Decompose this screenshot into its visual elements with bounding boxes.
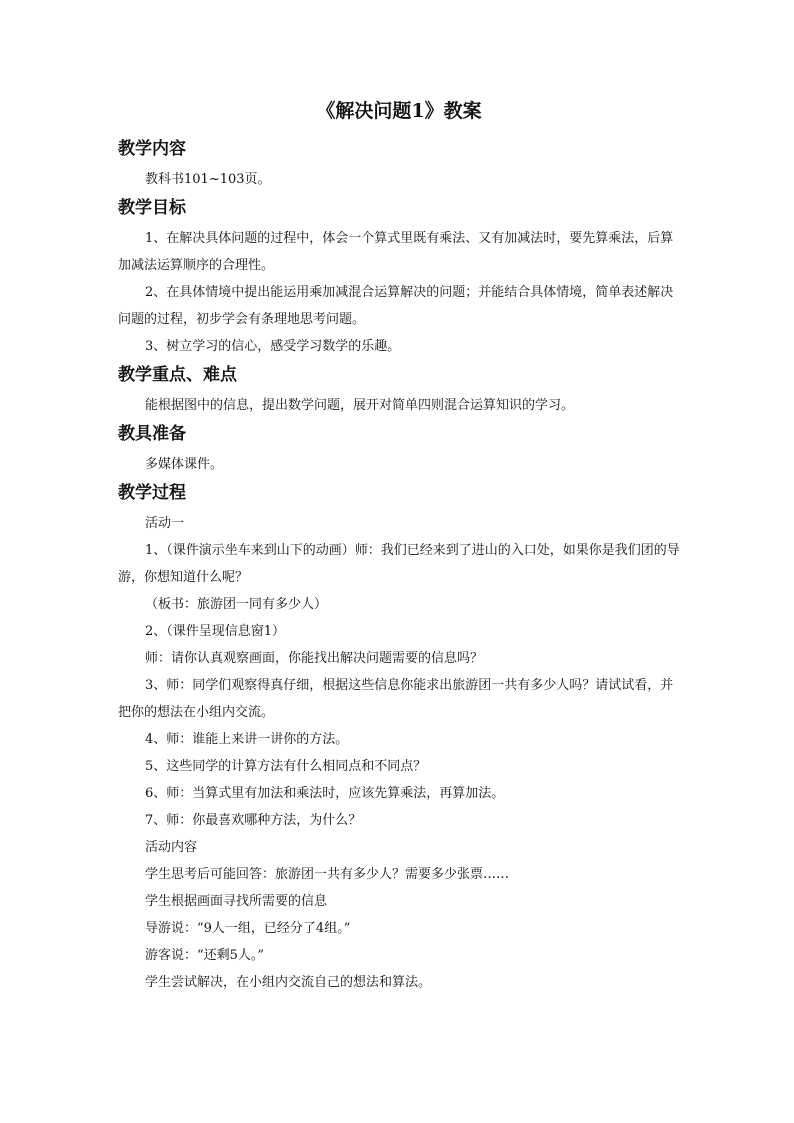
section-heading: 教具准备 [118, 424, 186, 444]
paragraph: 学生思考后可能回答：旅游团一共有多少人？需要多少张票…… [145, 867, 510, 882]
section-teaching-content [118, 136, 680, 193]
paragraph: 活动一 [145, 516, 185, 531]
paragraph: 6、师：当算式里有加法和乘法时，应该先算乘法，再算加法。 [145, 786, 505, 801]
section-teaching-goals [118, 195, 680, 360]
section-key-points [118, 362, 680, 419]
paragraph: 1、在解决具体问题的过程中，体会一个算式里既有乘法、又有加减法时，要先算乘法，后算加减法运算顺序的合理性。 [118, 231, 674, 273]
section-heading: 教学重点、难点 [118, 365, 237, 385]
paragraph: 3、师：同学们观察得真仔细，根据这些信息你能求出旅游团一共有多少人吗？请试试看，并把你的想法在小组内交流。 [118, 678, 674, 720]
paragraph: 能根据图中的信息，提出数学问题，展开对简单四则混合运算知识的学习。 [145, 398, 575, 413]
paragraph: 学生根据画面寻找所需要的信息 [145, 894, 328, 909]
section-heading: 教学目标 [118, 198, 186, 218]
paragraph: （板书：旅游团一同有多少人） [145, 597, 328, 612]
paragraph: 活动内容 [145, 840, 198, 855]
paragraph: 游客说：“还剩5人。” [145, 948, 265, 963]
paragraph: 4、师：谁能上来讲一讲你的方法。 [145, 732, 349, 747]
paragraph: 学生尝试解决，在小组内交流自己的想法和算法。 [145, 975, 432, 990]
paragraph: 2、在具体情境中提出能运用乘加减混合运算解决的问题；并能结合具体情境，简单表述解决问题的过程，初步学会有条理地思考问题。 [118, 285, 674, 327]
document-page [118, 96, 680, 996]
paragraph: 多媒体课件。 [145, 457, 224, 472]
paragraph: 2、（课件呈现信息窗1） [145, 624, 286, 639]
paragraph: 1、（课件演示坐车来到山下的动画）师：我们已经来到了进山的入口处，如果你是我们团的导游，你想知道什么呢？ [118, 543, 680, 585]
paragraph: 教科书101~103页。 [145, 172, 271, 187]
section-heading: 教学内容 [118, 139, 186, 159]
paragraph: 导游说：“9人一组，已经分了4组。” [145, 921, 351, 936]
section-materials [118, 421, 680, 478]
paragraph: 3、树立学习的信心，感受学习数学的乐趣。 [145, 339, 401, 354]
paragraph: 师：请你认真观察画面，你能找出解决问题需要的信息吗？ [145, 651, 484, 666]
section-heading: 教学过程 [118, 483, 186, 503]
section-teaching-process [118, 480, 680, 996]
document-title: 《解决问题1》教案 [316, 100, 482, 122]
paragraph: 7、师：你最喜欢哪种方法，为什么？ [145, 813, 362, 828]
paragraph: 5、这些同学的计算方法有什么相同点和不同点？ [145, 759, 427, 774]
